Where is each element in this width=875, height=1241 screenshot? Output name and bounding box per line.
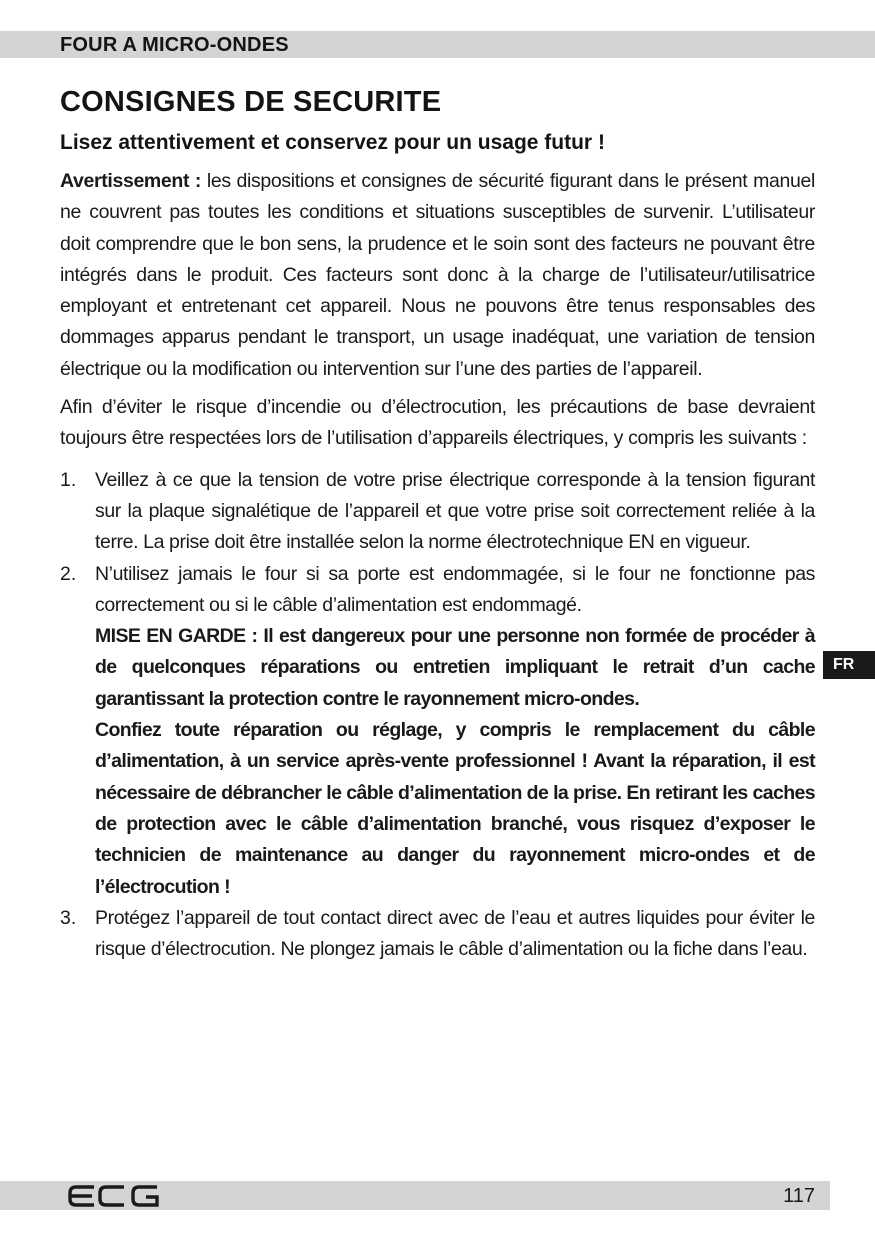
list-item bbox=[60, 559, 815, 903]
header-title: FOUR A MICRO-ONDES bbox=[60, 34, 289, 56]
page-content bbox=[60, 84, 815, 965]
warning-label: Avertissement : bbox=[60, 170, 202, 192]
ecg-logo bbox=[68, 1185, 160, 1207]
section-subtitle: Lisez attentivement et conservez pour un usage futur ! bbox=[60, 131, 605, 154]
danger-warning: MISE EN GARDE : Il est dangereux pour une personne non formée de procéder à de quelconques réparations ou entretien impliquant le retrait d’un cache garantissant la protection contre le rayonnement micro-ondes. bbox=[95, 625, 815, 710]
list-item-text: Protégez l’appareil de tout contact direct avec de l’eau et autres liquides pour éviter le risque d’électrocution. Ne plongez jamais le câble d’alimentation ou la fiche dans l’eau. bbox=[95, 906, 815, 961]
section-title: CONSIGNES DE SECURITE bbox=[60, 86, 442, 118]
intro-paragraph: Afin d’éviter le risque d’incendie ou d’électrocution, les précautions de base devraient toujours être respectées lors de l’utilisation d’appareils électriques, y compris les suivants : bbox=[60, 396, 815, 450]
warning-paragraph bbox=[60, 166, 815, 385]
list-item bbox=[60, 465, 815, 559]
page-number: 117 bbox=[783, 1185, 815, 1207]
warning-text: les dispositions et consignes de sécurité figurant dans le présent manuel ne couvrent pas toutes les conditions et situations susceptibles de survenir. L’utilisateur doit comprendre que le bon sens, la prudence et le soin sont des facteurs ne pouvant être intégrés dans le produit. Ces facteurs sont donc à la charge de l’utilisateur/utilisatrice employant et entretenant cet appareil. Nous ne pouvons être tenus responsables des dommages apparus pendant le transport, un usage inadéquat, une variation de tension électrique ou la modification ou intervention sur l’une des parties de l’appareil. bbox=[60, 170, 816, 380]
list-item bbox=[60, 903, 815, 966]
list-item-text: N’utilisez jamais le four si sa porte est endommagée, si le four ne fonctionne pas correctement ou si le câble d’alimentation est endommagé. bbox=[95, 562, 815, 616]
list-item-text: Veillez à ce que la tension de votre prise électrique corresponde à la tension figurant sur la plaque signalétique de l’appareil et que votre prise soit correctement reliée à la terre. La prise doit être installée selon la norme électrotechnique EN en vigueur. bbox=[95, 468, 815, 554]
language-tab: FR bbox=[823, 651, 875, 679]
list-item-number: 2. bbox=[60, 562, 77, 585]
list-item-number: 1. bbox=[60, 468, 77, 491]
repair-warning: Confiez toute réparation ou réglage, y compris le remplacement du câble d’alimentation, à un service après-vente professionnel ! Avant la réparation, il est nécessaire de débrancher le câble d’alimentation de la prise. En retirant les caches de protection avec le câble d’alimentation branché, vous risquez d’exposer le technicien de maintenance au danger du rayonnement micro-ondes et de l’électrocution ! bbox=[95, 719, 815, 898]
safety-rules-list bbox=[60, 465, 815, 966]
list-item-number: 3. bbox=[60, 906, 77, 929]
